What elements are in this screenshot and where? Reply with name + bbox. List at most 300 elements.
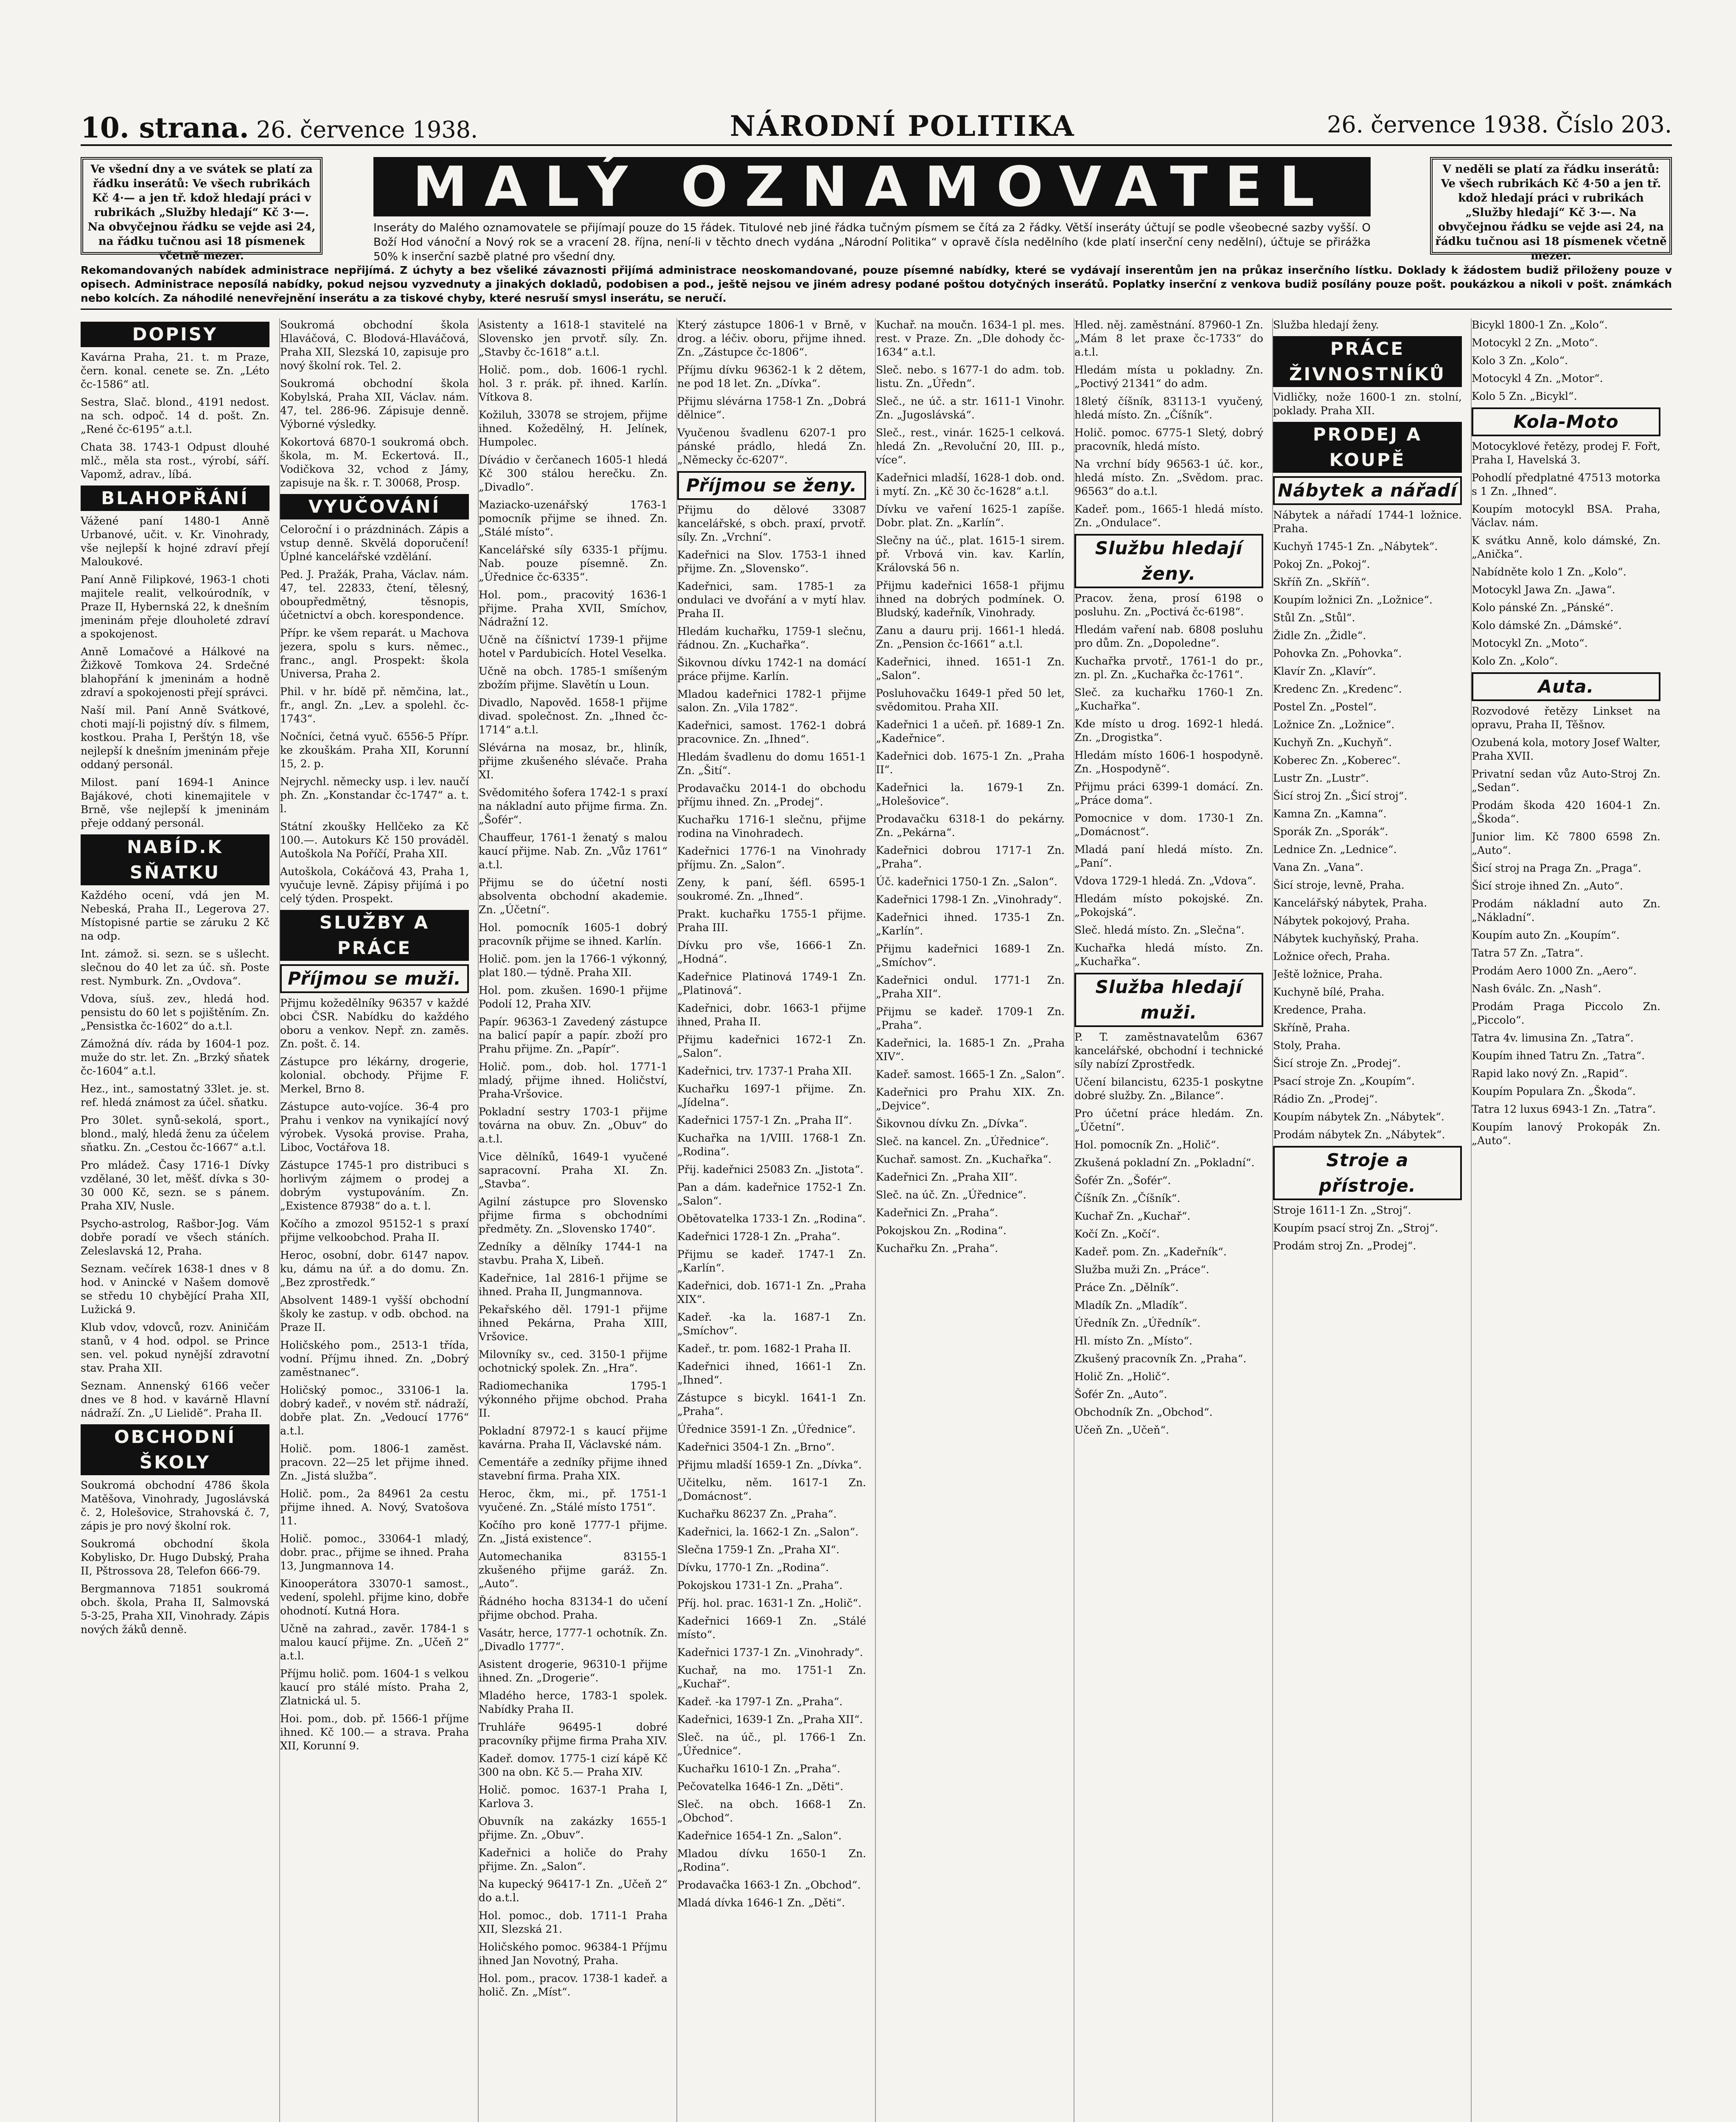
classified-ad: Šicí stroj na Praga Zn. „Praga“. bbox=[1472, 862, 1641, 874]
classified-ad: Prodám stroj Zn. „Prodej“. bbox=[1273, 1240, 1416, 1252]
classified-ad: Nábytek kuchyňský, Praha. bbox=[1273, 932, 1419, 945]
classified-ad: Kadeřnici 1776-1 na Vinohrady příjmu. Zn. „Salon“. bbox=[677, 845, 866, 871]
paper-name: NÁRODNÍ POLITIKA bbox=[730, 109, 1075, 143]
classified-ad: Úředník Zn. „Úředník“. bbox=[1074, 1317, 1201, 1329]
classified-ad: Kokortová 6870-1 soukromá obch. škola, m. M. Eckertová. II., Vodičkova 32, vchod z Jámy, zapisuje na šk. r. T. 30068, Prosp. bbox=[280, 436, 469, 489]
classified-ad: Nábytek a nářadí 1744-1 ložnice. Praha. bbox=[1273, 509, 1462, 535]
classified-ad: Hol. pom., pracovitý 1636-1 přijme. Praha XVII, Smíchov, Nádražní 12. bbox=[479, 589, 667, 628]
classified-ad: Zámožná dív. ráda by 1604-1 poz. muže do str. let. Zn. „Brzký sňatek čc-1604“ a.t.l. bbox=[81, 1038, 269, 1077]
classified-ad: Kadeřnici 1669-1 Zn. „Stálé místo“. bbox=[677, 1615, 866, 1641]
classified-ad: Státní zkoušky Hellčeko za Kč 100.—. Autokurs Kč 150 prováděl. Autoškola Na Poříčí, Praha XII. bbox=[280, 820, 469, 860]
classified-ad: Kočího a zmozol 95152-1 s praxí přijme velkoobchod. Praha II. bbox=[280, 1218, 469, 1243]
classified-ad: K svátku Anně, kolo dámské, Zn. „Anička“. bbox=[1472, 534, 1660, 560]
classified-ad: Kuchařka na 1/VIII. 1768-1 Zn. „Rodina“. bbox=[677, 1132, 866, 1158]
classified-ad: Služba muži Zn. „Práce“. bbox=[1074, 1263, 1209, 1276]
header-date-right: 26. července 1938. bbox=[1327, 111, 1549, 138]
column-5 bbox=[875, 318, 1065, 2122]
classified-ad: Kavárna Praha, 21. t. m Praze, čern. konal. cenete se. Zn. „Léto čc-1586“ atl. bbox=[81, 351, 269, 390]
classified-ad: Prakt. kuchařku 1755-1 přijme. Praha III. bbox=[677, 908, 866, 934]
classified-ad: Rádio Zn. „Prodej“. bbox=[1273, 1093, 1378, 1105]
classified-ad: Přijmu se kadeř. 1709-1 Zn. „Praha“. bbox=[876, 1005, 1065, 1031]
classified-ad: Na kupecký 96417-1 Zn. „Učeň 2“ do a.t.l. bbox=[479, 1878, 667, 1904]
classified-ad: Vyučenou švadlenu 6207-1 pro pánské prádlo, hledá Zn. „Německy čc-6207“. bbox=[677, 427, 866, 466]
classified-ad: Sleč. za kuchařku 1760-1 Zn. „Kuchařka“. bbox=[1074, 686, 1263, 712]
column-1 bbox=[81, 318, 269, 2122]
classified-ad: Privatní sedan vůz Auto-Stroj Zn. „Sedan“. bbox=[1472, 768, 1660, 794]
classified-ad: Řádného hocha 83134-1 do učení přijme obchod. Praha. bbox=[479, 1595, 667, 1621]
classified-ad: Šikovnou dívku 1742-1 na domácí práce přijme. Karlín. bbox=[677, 657, 866, 682]
classified-ad: Prodavačku 2014-1 do obchodu příjmu ihned. Zn. „Prodej“. bbox=[677, 782, 866, 808]
classified-ad: Holičského pom., 2513-1 třída, vodní. Příjmu ihned. Zn. „Dobrý zaměstnanec“. bbox=[280, 1339, 469, 1378]
classified-ad: Dívku, 1770-1 Zn. „Rodina“. bbox=[677, 1561, 829, 1574]
subsection-heading: Příjmou se muži. bbox=[280, 964, 469, 993]
classified-ad: Motocykl Jawa Zn. „Jawa“. bbox=[1472, 584, 1615, 596]
classified-ad: Kadeřnici Zn. „Praha XII“. bbox=[876, 1171, 1018, 1183]
classified-ad: Hledám kuchařku, 1759-1 slečnu, řádnou. Zn. „Kuchařka“. bbox=[677, 625, 866, 651]
classified-ad: Kadeř. pom. Zn. „Kadeřník“. bbox=[1074, 1246, 1227, 1258]
subsection-heading: Stroje a přístroje. bbox=[1273, 1146, 1462, 1200]
classified-ad: Sleč. na kancel. Zn. „Úřednice“. bbox=[876, 1135, 1049, 1148]
classified-ad: Nash 6válc. Zn. „Nash“. bbox=[1472, 982, 1601, 995]
classified-ad: Holičský pomoc., 33106-1 la. dobrý kadeř., v novém stř. nádraží, dobře plat. Zn. „Vedoucí 1776“ a.t.l. bbox=[280, 1384, 469, 1437]
classified-ad: Zeny, k paní, šéfl. 6595-1 soukromé. Zn. „Ihned“. bbox=[677, 876, 866, 902]
classified-ad: Pan a dám. kadeřnice 1752-1 Zn. „Salon“. bbox=[677, 1181, 866, 1207]
classified-ad: Kancelářský nábytek, Praha. bbox=[1273, 897, 1428, 909]
classified-ad: Kolo 5 Zn. „Bicykl“. bbox=[1472, 390, 1577, 402]
classified-ad: Kadeřnici 1737-1 Zn. „Vinohrady“. bbox=[677, 1646, 863, 1659]
classified-ad: Kadeřnici, 1639-1 Zn. „Praha XII“. bbox=[677, 1713, 863, 1726]
classified-ad: Hol. pomocník 1605-1 dobrý pracovník přijme se ihned. Karlín. bbox=[479, 921, 667, 947]
classified-ad: Obuvník na zakázky 1655-1 přijme. Zn. „Obuv“. bbox=[479, 1815, 667, 1841]
classified-ad: Dívku pro vše, 1666-1 Zn. „Hodná“. bbox=[677, 939, 866, 965]
classified-ad: Pro mládež. Časy 1716-1 Dívky vzdělané, 30 let, měšť. dívka s 30-30 000 Kč, sezn. se s pánem. Praha XIV, Nusle. bbox=[81, 1159, 269, 1212]
classified-ad: Hledám místa u pokladny. Zn. „Poctivý 21341“ do adm. bbox=[1074, 364, 1263, 390]
classified-ad: Prodám škoda 420 1604-1 Zn. „Škoda“. bbox=[1472, 799, 1660, 825]
classified-ad: Kadeřnici ihned. 1735-1 Zn. „Karlín“. bbox=[876, 911, 1065, 937]
column-2 bbox=[279, 318, 469, 2122]
classified-ad: Kadeř. samost. 1665-1 Zn. „Salon“. bbox=[876, 1068, 1065, 1081]
classified-ad: Slečna 1759-1 Zn. „Praha XI“. bbox=[677, 1544, 840, 1556]
classified-ad: Absolvent 1489-1 vyšší obchodní školy ke zastup. v odb. obchod. na Praze II. bbox=[280, 1294, 469, 1333]
classified-ad: Sporák Zn. „Sporák“. bbox=[1273, 825, 1388, 838]
classified-ad: Kadeřnici pro Prahu XIX. Zn. „Dejvice“. bbox=[876, 1086, 1065, 1112]
classified-ad: Tatra 12 luxus 6943-1 Zn. „Tatra“. bbox=[1472, 1103, 1656, 1115]
classified-ad: Vidličky, nože 1600-1 zn. stolní, poklady. Praha XII. bbox=[1273, 391, 1462, 417]
classified-ad: Nábytek pokojový, Praha. bbox=[1273, 915, 1410, 927]
classified-ad: Šicí stroj Zn. „Šicí stroj“. bbox=[1273, 790, 1408, 802]
classified-ad: Přijmu se do účetní nosti absolventa obchodní akademie. Zn. „Účetní“. bbox=[479, 876, 667, 916]
classified-ad: Kadeř. domov. 1775-1 cizí kápě Kč 300 na obn. Kč 5.— Praha XIV. bbox=[479, 1752, 667, 1778]
classified-ad: Šicí stroje ihned Zn. „Auto“. bbox=[1472, 880, 1623, 892]
classified-ad: Přijmu kadeřnici 1672-1 Zn. „Salon“. bbox=[677, 1033, 866, 1059]
classified-ad: Kolo pánské Zn. „Pánské“. bbox=[1472, 601, 1614, 614]
classified-ad: Kadeřnici 3504-1 Zn. „Brno“. bbox=[677, 1441, 835, 1453]
classified-ad: Pokojskou Zn. „Rodina“. bbox=[876, 1224, 1007, 1237]
classified-ad: Přijmu práci 6399-1 domácí. Zn. „Práce doma“. bbox=[1074, 780, 1263, 806]
header-left bbox=[81, 111, 478, 144]
classified-ad: Rozvodové řetězy Linkset na opravu, Praha II, Těšnov. bbox=[1472, 705, 1660, 731]
classified-ad: Koupím lanový Prokopák Zn. „Auto“. bbox=[1472, 1121, 1660, 1147]
classified-ad: Tatra 57 Zn. „Tatra“. bbox=[1472, 947, 1583, 959]
classified-ad: Kadeřnici mladší, 1628-1 dob. ond. i mytí. Zn. „Kč 30 čc-1628“ a.t.l. bbox=[876, 472, 1065, 497]
classified-ad: Asistent drogerie, 96310-1 přijme ihned. Zn. „Drogerie“. bbox=[479, 1658, 667, 1684]
administration-notice: Rekomandovaných nabídek administrace nepřijímá. Z úchyty a bez všeliké závaznosti přijímá administrace neoskomandované, pouze písemné nabídky, které se vydávají inserentům jen na průkaz inserčního lístku. Doklady k žádostem budiž přiloženy pouze v opisech. Administrace neposílá nabídky, pokud nejsou vyzvednuty a jinakých dokladů, podobisen a pod., ještě nejsou ve jiném adresy podané poštou dotyčných inserátů. Poplatky inserční z venkova budiž posílány pouze pošt. poukázkou a nikoli v pošt. známkách nebo kolcích. Za náhodilé nenevřejnění inserátu a za tiskové chyby, které nesruší smysl inserátu, se neručí. bbox=[81, 263, 1672, 310]
classified-ad: Mladá paní hledá místo. Zn. „Paní“. bbox=[1074, 843, 1263, 869]
classified-ad: Kadeřnici na Slov. 1753-1 ihned přijme. Zn. „Slovensko“. bbox=[677, 549, 866, 575]
subsection-heading: Kola-Moto bbox=[1472, 407, 1660, 436]
classified-ad: Milovníky sv., ced. 3150-1 přijme ochotnický spolek. Zn. „Hra“. bbox=[479, 1348, 667, 1374]
classified-ad: Skříň Zn. „Skříň“. bbox=[1273, 576, 1370, 588]
classified-ad: Pečovatelka 1646-1 Zn. „Děti“. bbox=[677, 1780, 844, 1793]
classified-ad: Skříně, Praha. bbox=[1273, 1022, 1350, 1034]
classified-ad: Kadeřnici Zn. „Praha“. bbox=[876, 1207, 998, 1219]
classified-ad: Zástupce auto-vojíce. 36-4 pro Prahu i venkov na vynikající nový výrobek. Vysoká provise. Praha, Liboc, Voctářova 18. bbox=[280, 1100, 469, 1154]
classified-ad: Milost. paní 1694-1 Anince Bajákové, choti kinemajitele v Brně, vše nejlepší k jmeninám přeje oddaný personál. bbox=[81, 776, 269, 829]
classified-ad: Zkušený pracovník Zn. „Praha“. bbox=[1074, 1353, 1247, 1365]
classified-ad: Prodavačku 6318-1 do pekárny. Zn. „Pekárna“. bbox=[876, 813, 1065, 839]
classified-ad: Paní Anně Filipkové, 1963-1 choti majitele realit, velkoúrodník, v Praze II, Hybernská 22, k dnešním jmeninám přeje dlouholeté zdraví a spokojenost. bbox=[81, 573, 269, 640]
classified-ad: Hol. pomocník Zn. „Holič“. bbox=[1074, 1139, 1220, 1151]
classified-ad: Vdova, síuš. zev., hledá hod. pensistu do 60 let s pojištěním. Zn. „Pensistka čc-1602“ do a.t.l. bbox=[81, 993, 269, 1032]
classified-ad: Sleč., rest., vinár. 1625-1 celková. hledá Zn. „Revoluční 20, III. p., více“. bbox=[876, 427, 1065, 466]
classified-ad: Úřednice 3591-1 Zn. „Úřednice“. bbox=[677, 1423, 856, 1435]
classified-ad: Holič. pomoc., 33064-1 mladý, dobr. prac., přijme se ihned. Praha 13, Jungmannova 14. bbox=[280, 1533, 469, 1572]
classified-ad: Ozubená kola, motory Josef Walter, Praha XVII. bbox=[1472, 736, 1660, 762]
section-heading: PRÁCE ŽIVNOSTNÍKŮ bbox=[1273, 336, 1462, 387]
column-3 bbox=[478, 318, 667, 2122]
newspaper-page bbox=[81, 106, 1672, 2122]
classified-ad: Agilní zástupce pro Slovensko přijme firma s obchodními předměty. Zn. „Slovensko 1740“. bbox=[479, 1196, 667, 1235]
section-heading: BLAHOPŘÁNÍ bbox=[81, 486, 269, 511]
classified-ad: Kadeřnici, trv. 1737-1 Praha XII. bbox=[677, 1065, 852, 1077]
classified-ad: Zanu a dauru prij. 1661-1 hledá. Zn. „Pension čc-1661“ a.t.l. bbox=[876, 624, 1065, 650]
classified-ad: Holičského pomoc. 96384-1 Příjmu ihned Jan Novotný, Praha. bbox=[479, 1941, 667, 1967]
classified-ad: Kinooperátora 33070-1 samost., vedení, spolehl. přijme kino, dobře ohodnotí. Kutná Hora. bbox=[280, 1577, 469, 1617]
header-right bbox=[1327, 111, 1672, 138]
classified-ad: Holič. pom., dob. hol. 1771-1 mladý, přijme ihned. Holičství, Praha-Vršovice. bbox=[479, 1061, 667, 1100]
classified-ad: Kadeř., tr. pom. 1682-1 Praha II. bbox=[677, 1342, 851, 1355]
classified-ad: Přijmu slévárna 1758-1 Zn. „Dobrá dělnice“. bbox=[677, 395, 866, 421]
classified-ad: Motocykl 2 Zn. „Moto“. bbox=[1472, 337, 1598, 349]
classified-ad: Koberec Zn. „Koberec“. bbox=[1273, 754, 1401, 766]
classified-ad: Sleč. na úč., pl. 1766-1 Zn. „Úřednice“. bbox=[677, 1731, 866, 1757]
classified-ad: Hledám švadlenu do domu 1651-1 Zn. „Šití“. bbox=[677, 751, 866, 777]
classified-ad: Chata 38. 1743-1 Odpust dlouhé mlč., měla sta rost., výrobí, sáří. Vapomž, adrav., líbá. bbox=[81, 441, 269, 480]
classified-ad: Vasátr, herce, 1777-1 ochotník. Zn. „Divadlo 1777“. bbox=[479, 1627, 667, 1653]
classified-ad: Učně na obch. 1785-1 smíšeným zbožím přijme. Slavětín u Loun. bbox=[479, 665, 667, 691]
classified-ad: Sleč. hledá místo. Zn. „Slečna“. bbox=[1074, 924, 1245, 936]
classified-ad: Postel Zn. „Postel“. bbox=[1273, 701, 1377, 713]
classified-ad: Který zástupce 1806-1 v Brně, v drog. a léčiv. oboru, přijme ihned. Zn. „Zástupce čc-1806“. bbox=[677, 319, 866, 358]
classified-ad: Obětovatelka 1733-1 Zn. „Rodina“. bbox=[677, 1213, 866, 1225]
classified-ad: Pracov. žena, prosí 6198 o posluhu. Zn. „Poctivá čc-6198“. bbox=[1074, 592, 1263, 618]
subsection-heading: Služba hledají muži. bbox=[1074, 973, 1263, 1027]
classified-ad: Kožiluh, 33078 se strojem, přijme ihned. Kožedělný, H. Jelínek, Humpolec. bbox=[479, 409, 667, 448]
classified-ad: Příj. hol. prac. 1631-1 Zn. „Holič“. bbox=[677, 1597, 862, 1609]
classified-ad: Kočí Zn. „Kočí“. bbox=[1074, 1228, 1160, 1240]
classified-ad: Vice dělníků, 1649-1 vyučené sapracovní. Praha XI. Zn. „Stavba“. bbox=[479, 1151, 667, 1190]
classified-ad: Koupím ihned Tatru Zn. „Tatra“. bbox=[1472, 1050, 1645, 1062]
classified-ad: Přij. kadeřnici 25083 Zn. „Jistota“. bbox=[677, 1163, 864, 1176]
classified-ad: Kancelářské síly 6335-1 příjmu. Nab. pouze písemně. Zn. „Úřednice čc-6335“. bbox=[479, 544, 667, 583]
classified-ad: Dívku ve vaření 1625-1 zapíše. Dobr. plat. Zn. „Karlín“. bbox=[876, 503, 1065, 529]
classified-ad: Kadeřnici, la. 1662-1 Zn. „Salon“. bbox=[677, 1526, 859, 1538]
classified-ad: Koupím ložnici Zn. „Ložnice“. bbox=[1273, 594, 1433, 606]
classified-ad: Zkušená pokladní Zn. „Pokladní“. bbox=[1074, 1156, 1255, 1169]
classified-ad: Nejrychl. německy usp. i lev. naučí ph. Zn. „Konstandar čc-1747“ a. t. l. bbox=[280, 775, 469, 815]
classified-ad: Pokladní 87972-1 s kaucí přijme kavárna. Praha II, Václavské nám. bbox=[479, 1425, 667, 1451]
classified-ad: Přijmu kadeřnici 1658-1 přijmu ihned na dobrých podmínek. O. Bludský, kadeřník, Vinohrady. bbox=[876, 579, 1065, 619]
classified-ad: Soukromá obchodní škola Kobylská, Praha XII, Václav. nám. 47, tel. 286-96. Zápisuje denně. Výborné výsledky. bbox=[280, 377, 469, 430]
classified-ad: Učně na zahrad., zavěr. 1784-1 s malou kaucí přijme. Zn. „Učeň 2“ a.t.l. bbox=[280, 1622, 469, 1662]
classified-ad: Kuchařku 1716-1 slečnu, přijme rodina na Vinohradech. bbox=[677, 814, 866, 839]
classified-ad: Mladou kadeřnici 1782-1 přijme salon. Zn. „Vila 1782“. bbox=[677, 688, 866, 714]
classified-ad: Šikovnou dívku Zn. „Dívka“. bbox=[876, 1117, 1028, 1130]
classified-ad: Motocykl 4 Zn. „Motor“. bbox=[1472, 372, 1603, 385]
classified-ad: Pekařského děl. 1791-1 přijme ihned Pekárna, Praha XIII, Vršovice. bbox=[479, 1303, 667, 1343]
section-title: MALÝ OZNAMOVATEL bbox=[373, 157, 1371, 216]
subsection-heading: Auta. bbox=[1472, 672, 1660, 701]
page-label: 10. strana. bbox=[81, 111, 249, 144]
classified-ad: Celoroční i o prázdninách. Zápis a vstup denně. Skvělá doporučení! Úplné kancelářské vzdělání. bbox=[280, 523, 469, 563]
section-heading: SLUŽBY A PRÁCE bbox=[280, 910, 469, 961]
subsection-heading: Službu hledají ženy. bbox=[1074, 534, 1263, 588]
section-heading: NABÍD.K SŇATKU bbox=[81, 834, 269, 885]
classified-ad: Šicí stroje Zn. „Prodej“. bbox=[1273, 1057, 1401, 1069]
classified-ad: Holič. pom., 2a 84961 2a cestu přijme ihned. A. Nový, Svatošova 11. bbox=[280, 1488, 469, 1527]
classified-ad: Přijmu se kadeř. 1747-1 Zn. „Karlín“. bbox=[677, 1248, 866, 1274]
classified-ad: Holič. pomoc. 6775-1 Sletý, dobrý pracovník, hledá místo. bbox=[1074, 427, 1263, 452]
classified-ad: Soukromá obchodní škola Hlaváčová, C. Blodová-Hlaváčová, Praha XII, Slezská 10, zapisuje pro nový školní rok. Tel. 2. bbox=[280, 319, 469, 372]
classified-ad: P. T. zaměstnavatelům 6367 kancelářské, obchodní i technické síly nabízí Zprostředk. bbox=[1074, 1031, 1263, 1070]
classified-ad: Hl. místo Zn. „Místo“. bbox=[1074, 1335, 1192, 1347]
classified-ad: Koupím nábytek Zn. „Nábytek“. bbox=[1273, 1111, 1444, 1123]
classified-ad: Prodám nákladní auto Zn. „Nákladní“. bbox=[1472, 898, 1660, 923]
classified-ad: Učení bilancistu, 6235-1 poskytne dobré služby. Zn. „Bilance“. bbox=[1074, 1076, 1263, 1102]
classified-ad: Příjmu holič. pom. 1604-1 s velkou kaucí pro stálé místo. Praha 2, Zlatnická ul. 5. bbox=[280, 1667, 469, 1707]
classified-ad: Kuchyň Zn. „Kuchyň“. bbox=[1273, 736, 1392, 749]
classified-ad: Kamna Zn. „Kamna“. bbox=[1273, 808, 1387, 820]
classified-ad: Kuchař Zn. „Kuchař“. bbox=[1074, 1210, 1191, 1222]
classified-ad: Motocykl Zn. „Moto“. bbox=[1472, 637, 1588, 649]
classified-ad: Ped. J. Pražák, Praha, Václav. nám. 47, tel. 22833, čtení, tělesný, oboupředmětný, těsnopis, účetnictví a obch. korespondence. bbox=[280, 568, 469, 621]
classified-ad: Mladík Zn. „Mladík“. bbox=[1074, 1299, 1188, 1311]
classified-ad: Holič. pom. jen la 1766-1 výkonný, plat 180.— týdně. Praha XII. bbox=[479, 953, 667, 979]
classified-ad: Truhláře 96495-1 dobré pracovníky přijme firma Praha XIV. bbox=[479, 1721, 667, 1747]
classified-ad: Koupím auto Zn. „Koupím“. bbox=[1472, 929, 1620, 941]
classified-ad: Židle Zn. „Židle“. bbox=[1273, 629, 1366, 642]
classified-ad: Stůl Zn. „Stůl“. bbox=[1273, 612, 1355, 624]
classified-ad: Přijmu kadeřnici 1689-1 Zn. „Smíchov“. bbox=[876, 943, 1065, 968]
classified-ad: Bergmannova 71851 soukromá obch. škola, Praha II, Salmovská 5-3-25, Praha XII, Vinohrady. Zápis nových žáků denně. bbox=[81, 1583, 269, 1636]
classified-ad: Kuchařka hledá místo. Zn. „Kuchařka“. bbox=[1074, 942, 1263, 968]
classified-ad: Kadeř. pom., 1665-1 hledá místo. Zn. „Ondulace“. bbox=[1074, 503, 1263, 529]
classified-ad: Chauffeur, 1761-1 ženatý s malou kaucí přijme. Nab. Zn. „Vůz 1761“ a.t.l. bbox=[479, 831, 667, 871]
classified-ad: Koupím psací stroj Zn. „Stroj“. bbox=[1273, 1222, 1439, 1234]
classified-ad: Úč. kadeřnici 1750-1 Zn. „Salon“. bbox=[876, 876, 1057, 888]
classified-ad: Anně Lomačové a Hálkové na Žižkově Tomkova 24. Srdečné blahopřání k jmeninám a hodně zdraví a spokojenosti přejí správci. bbox=[81, 646, 269, 699]
classified-ad: Šicí stroje, levně, Praha. bbox=[1273, 879, 1405, 891]
classified-ad: Kuchař. na moučn. 1634-1 pl. mes. rest. v Praze. Zn. „Dle dohody čc-1634“ a.t.l. bbox=[876, 319, 1065, 358]
classified-ad: Kde místo u drog. 1692-1 hledá. Zn. „Drogistka“. bbox=[1074, 718, 1263, 744]
classified-ad: Naší mil. Paní Anně Svátkové, choti mají-li pojistný dív. s filmem, kostkou. Praha I, Perštýn 18, vše nejlepší k dnešním jmeninám přeje oddaný personál. bbox=[81, 704, 269, 771]
header-date-left: 26. července 1938. bbox=[256, 116, 478, 143]
classified-ad: Slečny na úč., plat. 1615-1 sirem. př. Vrbová vin. kav. Karlín, Královská 56 n. bbox=[876, 534, 1065, 574]
classified-ad: Kredenc Zn. „Kredenc“. bbox=[1273, 683, 1402, 695]
classified-ad: Kadeřnice Platinová 1749-1 Zn. „Platinová“. bbox=[677, 971, 866, 996]
classified-ad: Asistenty a 1618-1 stavitelé na Slovensko jen prvotř. síly. Zn. „Stavby čc-1618“ a.t.l. bbox=[479, 319, 667, 358]
classified-ad: Hol. pom. zkušen. 1690-1 přijme Podolí 12, Praha XIV. bbox=[479, 984, 667, 1010]
classified-ad: Hledám místo pokojské. Zn. „Pokojská“. bbox=[1074, 893, 1263, 918]
classified-ad: Šofér Zn. „Šofér“. bbox=[1074, 1174, 1171, 1187]
classified-ad: Kadeřnici, ihned. 1651-1 Zn. „Salon“. bbox=[876, 656, 1065, 682]
classified-ad: Číšník Zn. „Číšník“. bbox=[1074, 1192, 1181, 1204]
classified-ad: Kadeřnici 1 a učeň. př. 1689-1 Zn. „Kadeřnice“. bbox=[876, 719, 1065, 744]
classified-ad: Seznam. večírek 1638-1 dnes v 8 hod. v Anincké v Našem domově se středu 10 chybějící Praha XII, Lužická 9. bbox=[81, 1263, 269, 1316]
classified-ad: Klavír Zn. „Klavír“. bbox=[1273, 665, 1376, 677]
classified-ad: Kadeřnici la. 1679-1 Zn. „Holešovice“. bbox=[876, 781, 1065, 807]
classified-ad: Soukromá obchodní 4786 škola Matěšova, Vinohrady, Jugoslávská č. 2, Holešovice, Strahovská č. 7, zápis je pro nový školní rok. bbox=[81, 1479, 269, 1532]
issue-number: Číslo 203. bbox=[1556, 111, 1672, 138]
classified-ad: Sleč., ne úč. a str. 1611-1 Vinohr. Zn. „Jugoslávská“. bbox=[876, 395, 1065, 421]
classified-ad: Obchodník Zn. „Obchod“. bbox=[1074, 1406, 1213, 1418]
classified-ad: Holič. pom., dob. 1606-1 rychl. hol. 3 r. prák. př. ihned. Karlín. Vítkova 8. bbox=[479, 364, 667, 403]
banner-subtitle: Inseráty do Malého oznamovatele se přijímají pouze do 15 řádek. Titulové neb jiné řádka tučným písmem se čítá za 2 řádky. Větší inseráty účtují se podle všeobecné sazby vyšší. O Boží Hod vánoční a Nový rok se a vracení 28. října, není-li v těchto dnech vydána „Národní Politika“ v opravě čísla nedělního (kde platí inserční ceny nedělní), účtuje se přirážka 50% k inserční sazbě platné pro všední dny. bbox=[373, 222, 1371, 263]
classified-ad: Hledám místo 1606-1 hospodyně. Zn. „Hospodyně“. bbox=[1074, 749, 1263, 775]
classified-ad: Papír. 96363-1 Zavedený zástupce na balicí papír a papír. zboží pro Prahu přijme. Zn. „Papír“. bbox=[479, 1016, 667, 1055]
classified-ad: Stoly, Praha. bbox=[1273, 1039, 1341, 1052]
classified-ad: Kuchař. samost. Zn. „Kuchařka“. bbox=[876, 1153, 1052, 1165]
classified-ad: Sleč. na úč. Zn. „Úřednice“. bbox=[876, 1189, 1026, 1201]
classified-ad: Hled. něj. zaměstnání. 87960-1 Zn. „Mám 8 let praxe čc-1733“ do a.t.l. bbox=[1074, 319, 1263, 358]
classified-ad: Kolo Zn. „Kolo“. bbox=[1472, 655, 1558, 667]
weekday-rates-box: Ve všední dny a ve svátek se platí za řádku inserátů: Ve všech rubrikách Kč 4·— a jen tř. kdož hledají práci v rubrikách „Služby hledají“ Kč 3·—. Na obvyčejnou řádku se vejde asi 24, na řádku tučnou asi 18 písmenek včetně mezer. bbox=[81, 157, 323, 255]
classified-ad: Přijmu mladší 1659-1 Zn. „Dívka“. bbox=[677, 1459, 862, 1471]
classified-ad: Autoškola, Cokáčová 43, Praha 1, vyučuje levně. Zápisy přijímá i po celý týden. Prospekt. bbox=[280, 865, 469, 905]
classified-ad: Hol. pomoc., dob. 1711-1 Praha XII, Slezská 21. bbox=[479, 1909, 667, 1935]
classified-ad: Zástupce 1745-1 pro distribuci s horlivým zájmem o prodej a dobrým vystupováním. Zn. „Existence 87938“ do a. t. l. bbox=[280, 1159, 469, 1212]
classified-ad: Kolo 3 Zn. „Kolo“. bbox=[1472, 354, 1568, 367]
classified-ad: Lustr Zn. „Lustr“. bbox=[1273, 772, 1369, 784]
classified-ad: Přijmu do dělové 33087 kancelářské, s obch. praxí, prvotř. síly. Zn. „Vrchní“. bbox=[677, 504, 866, 543]
classified-ad: Kuchařka prvotř., 1761-1 do pr., zn. pl. Zn. „Kuchařka čc-1761“. bbox=[1074, 655, 1263, 681]
classified-ad: Pohovka Zn. „Pohovka“. bbox=[1273, 647, 1402, 660]
classified-ad: Psací stroje Zn. „Koupím“. bbox=[1273, 1075, 1415, 1087]
sunday-rates-box: V neděli se platí za řádku inserátů: Ve všech rubrikách Kč 4·50 a jen tř. kdož hledají práci v rubrikách „Služby hledají“ Kč 3·—. Na obvyčejnou řádku se vejde asi 24, na řádku tučnou asi 18 písmenek včetně mezer. bbox=[1430, 157, 1672, 255]
classified-ad: Mladého herce, 1783-1 spolek. Nabídky Praha II. bbox=[479, 1690, 667, 1715]
classified-ad: Kadeř. -ka la. 1687-1 Zn. „Smíchov“. bbox=[677, 1311, 866, 1337]
classified-ad: Učeň Zn. „Učeň“. bbox=[1074, 1424, 1169, 1436]
classified-ad: Soukromá obchodní škola Kobylisko, Dr. Hugo Dubský, Praha II, Pštrossova 28, Telefon 666-79. bbox=[81, 1538, 269, 1577]
classified-ad: Pokoj Zn. „Pokoj“. bbox=[1273, 558, 1370, 570]
classified-ad: Učitelku, něm. 1617-1 Zn. „Domácnost“. bbox=[677, 1476, 866, 1502]
classified-ad: Sleč. nebo. s 1677-1 do adm. tob. listu. Zn. „Úředn“. bbox=[876, 364, 1065, 390]
classified-ad: Bicykl 1800-1 Zn. „Kolo“. bbox=[1472, 319, 1608, 331]
classified-ad: Kadeřnici 1798-1 Zn. „Vinohrady“. bbox=[876, 893, 1062, 906]
column-8 bbox=[1471, 318, 1660, 2122]
classified-ad: Mladou dívku 1650-1 Zn. „Rodina“. bbox=[677, 1847, 866, 1873]
classified-ad: Práce Zn. „Dělník“. bbox=[1074, 1281, 1179, 1294]
classified-ad: Kadeřnici, sam. 1785-1 za ondulaci ve dvořání a v mytí hlav. Praha II. bbox=[677, 580, 866, 620]
classified-ad: Vážené paní 1480-1 Anně Urbanové, učit. v. Kr. Vinohrady, vše nejlepší k hojné zdraví přejí Maloukové. bbox=[81, 515, 269, 568]
classified-ad: Přípr. ke všem reparát. u Machova jezera, spolu s kurs. němec., franc., angl. Prospekt: škola Universa, Praha 2. bbox=[280, 627, 469, 680]
section-heading: DOPISY bbox=[81, 322, 269, 347]
classified-ad: Kuchařku 86237 Zn. „Praha“. bbox=[677, 1508, 837, 1520]
classified-ad: Psycho-astrolog, Rašbor-Jog. Vám dobře poradí ve všech stáních. Zeleslavská 12, Praha. bbox=[81, 1218, 269, 1257]
classified-ad: Koupím motocykl BSA. Praha, Václav. nám. bbox=[1472, 503, 1660, 529]
section-heading: OBCHODNÍ ŠKOLY bbox=[81, 1424, 269, 1475]
classified-ad: Phil. v hr. bídě př. němčina, lat., fr., angl. Zn. „Lev. a spolehl. čc-1743“. bbox=[280, 685, 469, 725]
classified-ad: Dívádio v čerčanech 1605-1 hledá Kč 300 stálou herečku. Zn. „Divadlo“. bbox=[479, 454, 667, 493]
column-6 bbox=[1074, 318, 1263, 2122]
classified-ad: Holič. pomoc. 1637-1 Praha I, Karlova 3. bbox=[479, 1784, 667, 1810]
classified-ad: Heroc, čkm, mi., př. 1751-1 vyučené. Zn. „Stálé místo 1751“. bbox=[479, 1488, 667, 1513]
classified-ad: Pro 30let. synů-sekolá, sport., blond., malý, hledá ženu za účelem sňatku. Zn. „Cestou čc-1667“ a.t.l. bbox=[81, 1114, 269, 1154]
column-4 bbox=[676, 318, 866, 2122]
classified-ad: Kadeřnici, dobr. 1663-1 přijme ihned, Praha II. bbox=[677, 1002, 866, 1028]
classified-ad: Služba hledají ženy. bbox=[1273, 319, 1379, 331]
classified-ad: Junior lim. Kč 7800 6598 Zn. „Auto“. bbox=[1472, 831, 1660, 856]
classified-ad: Kredence, Praha. bbox=[1273, 1004, 1366, 1016]
classified-ad: Automechanika 83155-1 zkušeného přijme garáž. Zn. „Auto“. bbox=[479, 1550, 667, 1590]
classified-ad: Pro účetní práce hledám. Zn. „Účetní“. bbox=[1074, 1107, 1263, 1133]
classified-ad: Pohodlí předplatné 47513 motorka s 1 Zn. „Ihned“. bbox=[1472, 472, 1660, 497]
classified-ad: Slévárna na mosaz, br., hliník, přijme zkušeného slévače. Praha XI. bbox=[479, 741, 667, 781]
classified-ad: Hez., int., samostatný 33let. je. st. ref. hledá známost za účel. sňatku. bbox=[81, 1083, 269, 1109]
classified-ad: Zedníky a dělníky 1744-1 na stavbu. Praha X, Libeň. bbox=[479, 1241, 667, 1266]
classified-ad: Kuchař, na mo. 1751-1 Zn. „Kuchař“. bbox=[677, 1664, 866, 1690]
classified-ad: 18letý číšník, 83113-1 vyučený, hledá místo. Zn. „Číšník“. bbox=[1074, 395, 1263, 421]
section-heading: PRODEJ A KOUPĚ bbox=[1273, 422, 1462, 473]
classified-ad: Kuchařku 1697-1 přijme. Zn. „Jídelna“. bbox=[677, 1083, 866, 1109]
classified-ad: Zástupce s bicykl. 1641-1 Zn. „Praha“. bbox=[677, 1392, 866, 1417]
classified-ad: Prodavačka 1663-1 Zn. „Obchod“. bbox=[677, 1879, 861, 1891]
classified-ad: Kadeřnice, 1al 2816-1 přijme se ihned. Praha II, Jungmannova. bbox=[479, 1272, 667, 1298]
classified-ad: Rapid lako nový Zn. „Rapid“. bbox=[1472, 1067, 1628, 1080]
classified-ad: Stroje 1611-1 Zn. „Stroj“. bbox=[1273, 1204, 1411, 1216]
classified-ad: Hol. pom., pracov. 1738-1 kadeř. a holič. Zn. „Míst“. bbox=[479, 1972, 667, 1998]
classified-ad: Vdova 1729-1 hledá. Zn. „Vdova“. bbox=[1074, 875, 1256, 887]
classified-ad: Klub vdov, vdovců, rozv. Aniničám stanů, v 4 hod. odpol. se Prince sen. vel. pokud nynější zdravotní stav. Praha XII. bbox=[81, 1321, 269, 1374]
classified-ad: Prodám Aero 1000 Zn. „Aero“. bbox=[1472, 965, 1637, 977]
classified-ad: Pomocnice v dom. 1730-1 Zn. „Domácnost“. bbox=[1074, 812, 1263, 838]
classified-ad: Kadeřnice 1654-1 Zn. „Salon“. bbox=[677, 1830, 842, 1842]
classified-ad: Kuchařku Zn. „Praha“. bbox=[876, 1242, 998, 1255]
classified-ad: Kadeřnici, samost. 1762-1 dobrá pracovnice. Zn. „Ihned“. bbox=[677, 719, 866, 745]
classified-ad: Kadeřnici ihned, 1661-1 Zn. „Ihned“. bbox=[677, 1360, 866, 1386]
classified-ad: Ještě ložnice, Praha. bbox=[1273, 968, 1383, 980]
classified-ad: Lednice Zn. „Lednice“. bbox=[1273, 843, 1397, 856]
classified-ad: Kadeřnici a holiče do Prahy přijme. Zn. „Salon“. bbox=[479, 1847, 667, 1872]
classified-ad: Holič. pom. 1806-1 zaměst. pracovn. 22—25 let přijme ihned. Zn. „Jistá služba“. bbox=[280, 1443, 469, 1482]
classified-ad: Kolo dámské Zn. „Dámské“. bbox=[1472, 619, 1622, 632]
classified-ad: Zástupce pro lékárny, drogerie, kolonial. obchody. Přijme F. Merkel, Brno 8. bbox=[280, 1055, 469, 1095]
classified-ad: Cementáře a zedníky přijme ihned stavební firma. Praha XIX. bbox=[479, 1456, 667, 1482]
classified-ad: Kuchyň 1745-1 Zn. „Nábytek“. bbox=[1273, 540, 1438, 553]
classified-ad: Kadeřnici ondul. 1771-1 Zn. „Praha XII“. bbox=[876, 974, 1065, 1000]
classified-ad: Maziacko-uzenářský 1763-1 pomocník přijme se ihned. Zn. „Stálé místo“. bbox=[479, 499, 667, 538]
classified-ad: Mladá dívka 1646-1 Zn. „Děti“. bbox=[677, 1897, 845, 1909]
classified-ad: Pokladní sestry 1703-1 přijme továrna na obuv. Zn. „Obuv“ do a.t.l. bbox=[479, 1106, 667, 1145]
classified-ad: Kadeř. -ka 1797-1 Zn. „Praha“. bbox=[677, 1695, 843, 1708]
classified-ad: Holič Zn. „Holič“. bbox=[1074, 1370, 1170, 1383]
classified-ad: Koupím Populara Zn. „Škoda“. bbox=[1472, 1085, 1636, 1097]
classified-ad: Sleč. na obch. 1668-1 Zn. „Obchod“. bbox=[677, 1798, 866, 1824]
classified-ad: Posluhovačku 1649-1 před 50 let, svědomitou. Praha XII. bbox=[876, 687, 1065, 713]
subsection-heading: Nábytek a nářadí bbox=[1273, 476, 1462, 505]
classified-ad: Šofér Zn. „Auto“. bbox=[1074, 1388, 1167, 1401]
section-heading: VYUČOVÁNÍ bbox=[280, 494, 469, 519]
